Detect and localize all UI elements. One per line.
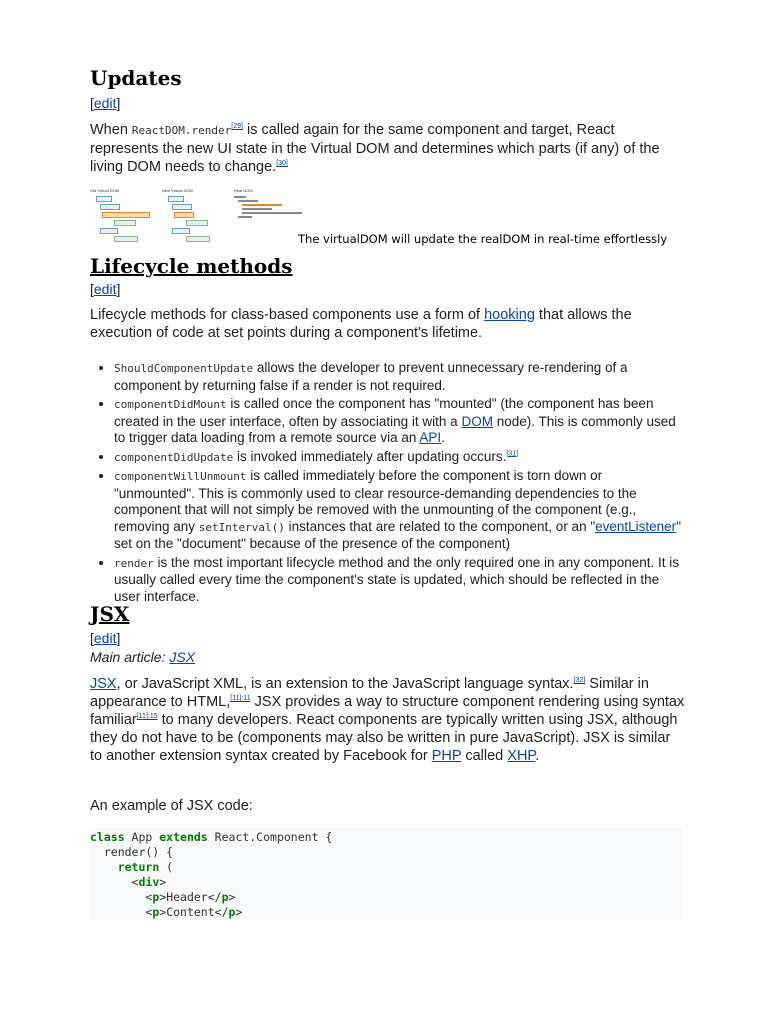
api-link[interactable]: API [419,430,442,445]
jsx-code-block: class App extends React.Component { render() { return ( <div> <p>Header</p> <p>Content</p> [90,828,682,920]
list-item: • componentDidUpdate is invoked immediately after updating occurs.[31] [114,449,686,467]
eventlistener-link[interactable]: eventListener [595,518,677,534]
lifecycle-edit-link[interactable]: edit [93,281,117,297]
jsx-edit-link[interactable]: edit [93,630,117,646]
diagram-caption: The virtualDOM will update the realDOM in real-time effortlessly [298,232,668,246]
xhp-link[interactable]: XHP [507,748,536,764]
lifecycle-list [90,360,686,607]
list-item: • render is the most important lifecycle method and the only required one in any component. It is usually called every time the component's state is updated, which should be reflected in the user interface. [114,555,686,606]
list-item: • componentDidMount is called once the component has "mounted" (the component has been created in the user interface, often by associating it with a DOM node). This is commonly used to trigger data loading from a remote source via an API. [114,396,686,447]
diagram-old-vdom: Old Virtual DOM [90,188,152,244]
reactdom-render-code: ReactDOM.render [131,124,232,137]
ref-11-15[interactable]: [11]:15 [136,713,158,721]
diagram-new-vdom: New Virtual DOM [162,188,224,244]
jsx-heading: JSX [90,602,130,626]
jsx-example-label: An example of JSX code: [90,798,253,814]
updates-section [90,66,182,112]
updates-heading: Updates [90,66,182,90]
jsx-paragraph: JSX, or JavaScript XML, is an extension to the JavaScript language syntax.[32] Similar in appearance to HTML,$^{[11]:11}$ JSX provides a way to structure component rendering using syntax familiar$^{[11]:15}$ to many developers. React components are typically written using JSX, although they do not have to be (components may also be written in pure JavaScript). JSX is similar to another extension syntax created by Facebook for PHP called XHP. [90,676,685,764]
diagram-real-dom: Real DOM [234,188,304,220]
ref-31[interactable]: [31] [506,450,519,457]
virtual-dom-diagram [90,188,304,244]
jsx-section [90,602,195,666]
updates-edit-link[interactable]: edit [93,95,117,111]
updates-edit: [edit] [90,95,121,111]
ref-29[interactable]: [29] [231,123,243,131]
ref-11-11[interactable]: [11]:11 [230,695,251,703]
updates-paragraph: When ReactDOM.render[29] is called again for the same component and target, React represents the new UI state in the Virtual DOM and determines which parts (if any) of the living DOM needs to change.[30] [90,122,660,175]
jsx-link[interactable]: JSX [90,676,117,692]
lifecycle-edit: [edit] [90,281,121,297]
php-link[interactable]: PHP [431,748,462,764]
lifecycle-heading: Lifecycle methods [90,254,293,278]
list-item: • ShouldComponentUpdate allows the developer to prevent unnecessary re-rendering of a component by returning false if a render is not required. [114,360,686,394]
dom-link[interactable]: DOM [461,413,493,429]
main-article-jsx-link[interactable]: JSX [169,649,196,665]
main-article-note: Main article: JSX [90,649,196,665]
hooking-link[interactable]: hooking [484,307,535,323]
jsx-edit: [edit] [90,630,121,646]
list-item: • componentWillUnmount is called immediately before the component is torn down or "unmounted". This is commonly used to clear resource-demanding dependencies to the component that will not simply be removed with the unmounting of the component (e.g., removing any setInterval() instances that are related to the component, or an "eventListener" set on the "document" because of the presence of the component) [114,468,686,553]
lifecycle-intro: Lifecycle methods for class-based components use a form of hooking that allows the execution of code at set points during a component's lifetime. [90,307,632,341]
ref-32[interactable]: [32] [573,677,586,685]
ref-30[interactable]: [30] [276,160,288,168]
lifecycle-section [90,254,293,298]
